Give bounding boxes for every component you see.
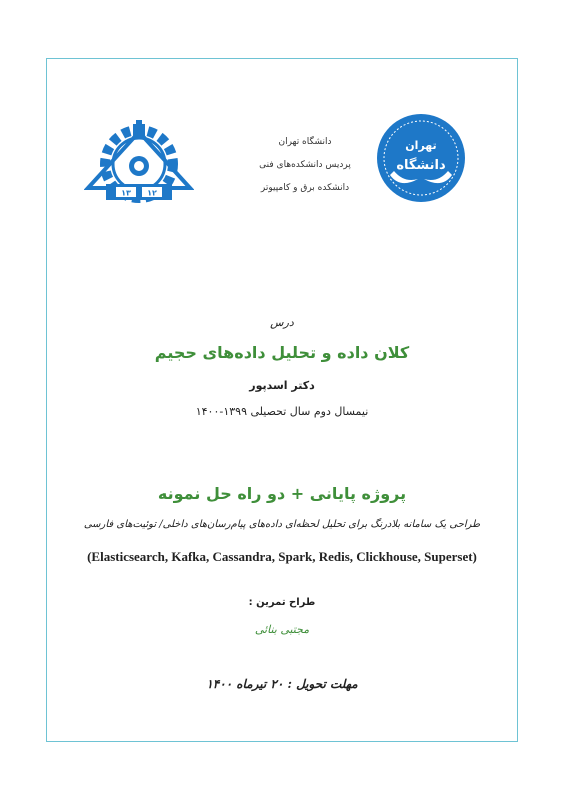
designer-name: مجتبی بنائی — [254, 623, 310, 636]
campus-name: پردیس دانشکده‌های فنی — [259, 160, 351, 170]
university-name: دانشگاه تهران — [278, 137, 332, 147]
course-title: کلان داده و تحلیل داده‌های حجیم — [154, 343, 410, 362]
engineering-faculty-logo-icon — [84, 118, 194, 210]
logo-text-tehran: تهران — [405, 139, 437, 152]
project-description: طراحی یک سامانه بلادرنگ برای تحلیل لحظه‌ای داده‌های پیام‌رسان‌های داخلی/ توئیت‌های فارسی — [83, 519, 481, 530]
logo-text-university: دانشگاه — [396, 158, 446, 173]
logo-year-right: ۱۲ — [147, 188, 157, 198]
designer-label: طراح تمرین : — [248, 597, 316, 608]
deadline: مهلت تحویل : ۲۰ تیرماه ۱۴۰۰ — [206, 677, 358, 691]
faculty-name: دانشکده برق و کامپیوتر — [260, 183, 350, 193]
project-technologies: (Elasticsearch, Kafka, Cassandra, Spark, Redis, Clickhouse, Superset) — [87, 549, 477, 564]
project-title: پروژه پایانی + دو راه حل نمونه — [157, 484, 407, 503]
semester: نیمسال دوم سال تحصیلی ۱۳۹۹-۱۴۰۰ — [195, 405, 369, 418]
course-label: درس — [270, 316, 294, 329]
university-of-tehran-logo-icon — [376, 113, 466, 203]
logo-year-left: ۱۳ — [121, 188, 131, 198]
instructor-name: دکتر اسدپور — [249, 379, 315, 392]
